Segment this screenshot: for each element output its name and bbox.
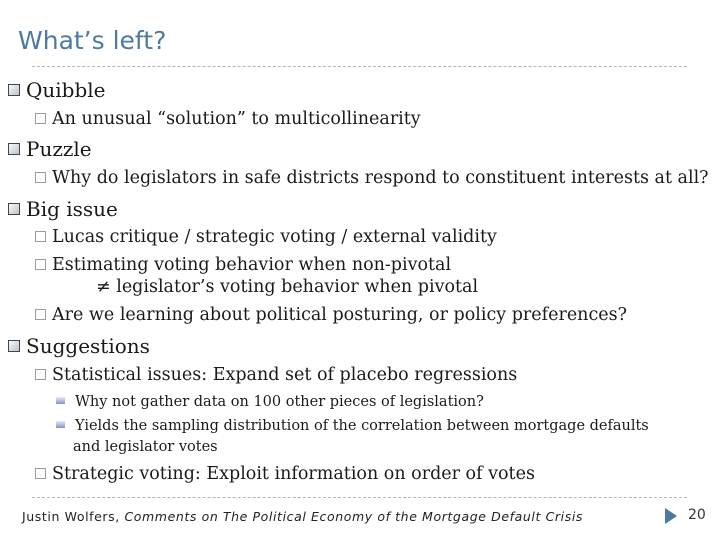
bullet-text: Strategic voting: Exploit information on order of votes: [52, 464, 535, 484]
section-heading: Suggestions: [26, 334, 150, 358]
footer-citation: [22, 509, 583, 524]
bullet-text: Estimating voting behavior when non-pivotal: [52, 255, 452, 275]
bullet-item: [35, 254, 451, 276]
footer-talk-title: Comments on The Political Economy of the Mortgage Default Crisis: [124, 509, 584, 524]
box-bullet-icon: [35, 172, 46, 183]
slide-title: What’s left?: [18, 26, 167, 55]
section-quibble: [8, 78, 106, 102]
bullet-item: [35, 364, 517, 386]
bullet-text: Statistical issues: Expand set of placebo regressions: [52, 365, 518, 385]
section-heading: Quibble: [26, 78, 106, 102]
footer-author: Justin Wolfers,: [22, 509, 120, 524]
page-number: 20: [688, 507, 706, 523]
checkbox-bullet-icon: [8, 203, 20, 215]
checkbox-bullet-icon: [8, 340, 20, 352]
footer-divider: [32, 497, 687, 498]
sub-bullet-item: [56, 392, 484, 412]
section-puzzle: [8, 137, 92, 161]
box-bullet-icon: [35, 309, 46, 320]
section-heading: Big issue: [26, 197, 118, 221]
bullet-item: [35, 463, 535, 485]
bullet-text: An unusual “solution” to multicollinearity: [52, 109, 421, 129]
bullet-item: [35, 304, 627, 326]
title-divider: [32, 66, 687, 67]
bullet-item: [35, 108, 421, 130]
box-bullet-icon: [35, 369, 46, 380]
box-bullet-icon: [35, 259, 46, 270]
sub-bullet-text: Why not gather data on 100 other pieces of legislation?: [75, 394, 484, 410]
section-big-issue: [8, 197, 118, 221]
box-bullet-icon: [35, 231, 46, 242]
checkbox-bullet-icon: [8, 84, 20, 96]
square-bullet-icon: [56, 421, 65, 428]
box-bullet-icon: [35, 113, 46, 124]
box-bullet-icon: [35, 468, 46, 479]
checkbox-bullet-icon: [8, 143, 20, 155]
bullet-text: Are we learning about political posturing, or policy preferences?: [52, 305, 627, 325]
section-suggestions: [8, 334, 150, 358]
square-bullet-icon: [56, 397, 65, 404]
sub-bullet-text: Yields the sampling distribution of the correlation between mortgage defaults: [75, 418, 649, 434]
bullet-item: [35, 167, 709, 189]
sub-bullet-item: [56, 416, 649, 436]
bullet-continuation: ≠ legislator’s voting behavior when pivotal: [96, 277, 479, 297]
section-heading: Puzzle: [26, 137, 92, 161]
bullet-text: Why do legislators in safe districts respond to constituent interests at all?: [52, 168, 709, 188]
bullet-item: [35, 226, 497, 248]
play-arrow-icon: [665, 508, 677, 524]
bullet-text: Lucas critique / strategic voting / external validity: [52, 227, 497, 247]
sub-bullet-continuation: and legislator votes: [73, 439, 218, 455]
